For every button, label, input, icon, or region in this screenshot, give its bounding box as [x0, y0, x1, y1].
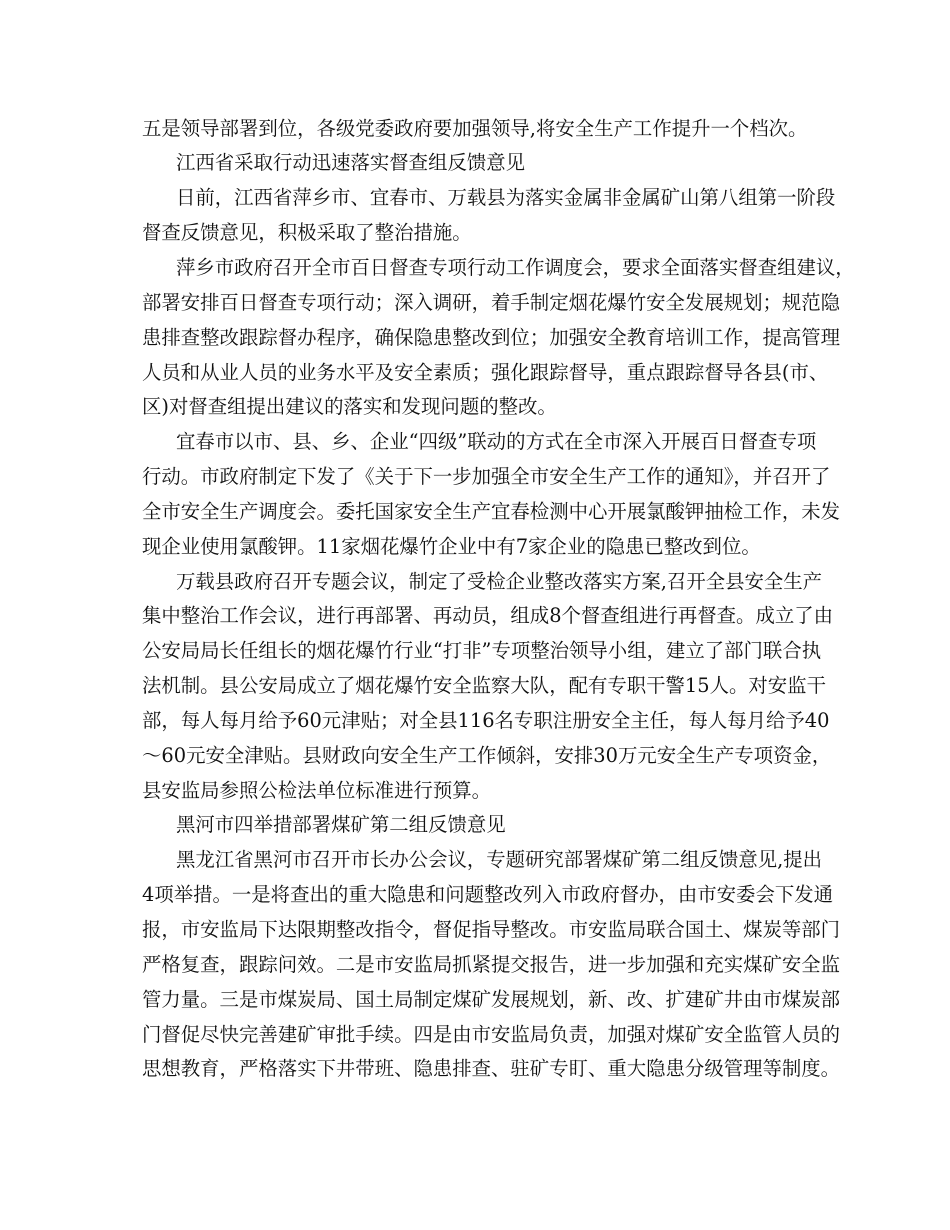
paragraph-line: 门督促尽快完善建矿审批手续。四是由市安监局负责，加强对煤矿安全监管人员的 — [142, 1023, 841, 1046]
paragraph-line: 公安局局长任组长的烟花爆竹行业“打非”专项整治领导小组，建立了部门联合执 — [142, 639, 822, 662]
paragraph-line: 黑龙江省黑河市召开市长办公会议，专题研究部署煤矿第二组反馈意见,提出 — [176, 848, 823, 871]
paragraph-line: 五是领导部署到位，各级党委政府要加强领导,将安全生产工作提升一个档次。 — [142, 117, 808, 140]
paragraph-line: 督查反馈意见，积极采取了整治措施。 — [142, 221, 472, 244]
paragraph-line: 万载县政府召开专题会议，制定了受检企业整改落实方案,召开全县安全生产 — [176, 570, 823, 593]
paragraph-line: 人员和从业人员的业务水平及安全素质；强化跟踪督导，重点跟踪督导各县(市、 — [142, 361, 829, 384]
paragraph-line: 部，每人每月给予60元津贴；对全县116名专职注册安全主任，每人每月给予40 — [142, 709, 830, 732]
paragraph-line: ～60元安全津贴。县财政向安全生产工作倾斜，安排30万元安全生产专项资金， — [142, 744, 832, 767]
section-heading: 江西省采取行动迅速落实督查组反馈意见 — [176, 151, 526, 174]
paragraph-line: 严格复查，跟踪问效。二是市安监局抓紧提交报告，进一步加强和充实煤矿安全监 — [142, 953, 841, 976]
paragraph-line: 宜春市以市、县、乡、企业“四级”联动的方式在全市深入开展百日督查专项 — [176, 430, 817, 453]
paragraph-line: 管力量。三是市煤炭局、国土局制定煤矿发展规划，新、改、扩建矿井由市煤炭部 — [142, 988, 841, 1011]
paragraph-line: 患排查整改跟踪督办程序，确保隐患整改到位；加强安全教育培训工作，提高管理 — [142, 326, 841, 349]
paragraph-line: 报，市安监局下达限期整改指令，督促指导整改。市安监局联合国土、煤炭等部门 — [142, 918, 841, 941]
paragraph-line: 思想教育，严格落实下井带班、隐患排查、驻矿专盯、重大隐患分级管理等制度。 — [142, 1057, 841, 1080]
paragraph-line: 县安监局参照公检法单位标准进行预算。 — [142, 779, 492, 802]
paragraph-line: 现企业使用氯酸钾。11家烟花爆竹企业中有7家企业的隐患已整改到位。 — [142, 535, 761, 558]
paragraph-line: 萍乡市政府召开全市百日督查专项行动工作调度会，要求全面落实督查组建议， — [176, 256, 855, 279]
paragraph-line: 部署安排百日督查专项行动；深入调研，着手制定烟花爆竹安全发展规划；规范隐 — [142, 291, 841, 314]
paragraph-line: 区)对督查组提出建议的落实和发现问题的整改。 — [142, 395, 557, 418]
section-heading: 黑河市四举措部署煤矿第二组反馈意见 — [176, 813, 506, 836]
paragraph-line: 集中整治工作会议，进行再部署、再动员，组成8个督查组进行再督查。成立了由 — [142, 604, 834, 627]
paragraph-line: 日前，江西省萍乡市、宜春市、万载县为落实金属非金属矿山第八组第一阶段 — [176, 186, 836, 209]
paragraph-line: 行动。市政府制定下发了《关于下一步加强全市安全生产工作的通知》，并召开了 — [142, 465, 831, 488]
paragraph-line: 全市安全生产调度会。委托国家安全生产宜春检测中心开展氯酸钾抽检工作，未发 — [142, 500, 841, 523]
paragraph-line: 法机制。县公安局成立了烟花爆竹安全监察大队，配有专职干警15人。对安监干 — [142, 674, 826, 697]
paragraph-line: 4项举措。一是将查出的重大隐患和问题整改列入市政府督办，由市安委会下发通 — [142, 883, 834, 906]
